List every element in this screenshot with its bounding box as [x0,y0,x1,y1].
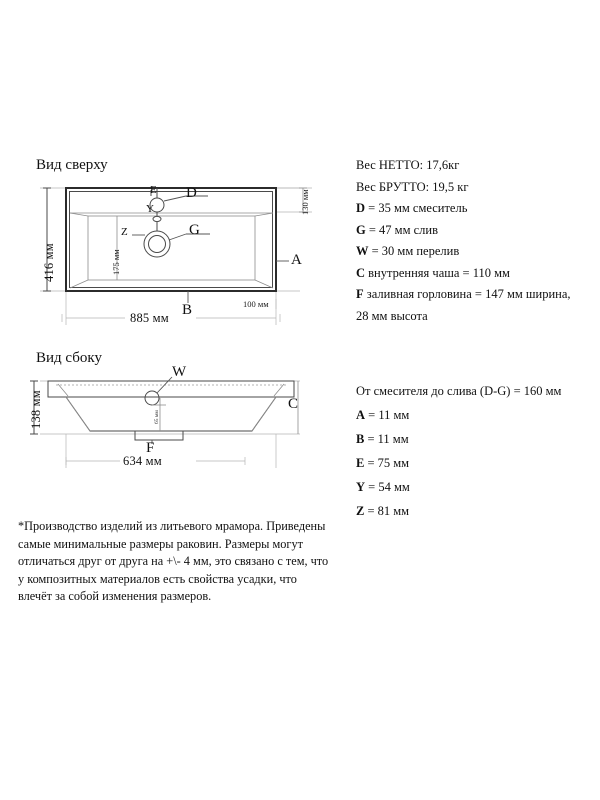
spec-text: Вес БРУТТО: 19,5 кг [356,179,469,194]
spec-row [356,241,594,263]
side-view-base-width-label: 634 мм [123,454,162,468]
callout-e: E [150,184,157,196]
spec-row [356,499,594,523]
spec-key: E [356,456,365,470]
spec-row [356,475,594,499]
spec-text: Вес НЕТТО: 17,6кг [356,158,460,172]
spec-text: = 35 мм смеситель [365,201,468,215]
spec-key: D [356,201,366,215]
spec-key: W [356,244,369,258]
callout-g: G [189,222,200,238]
spec-key: Y [356,480,366,494]
spec-panel [356,155,594,327]
spec-row [356,379,594,403]
spec-row [356,427,594,451]
callout-c: C [288,396,299,412]
top-view-rim-back-label: 130 мм [300,189,310,215]
spec-key: F [356,287,364,301]
spec-row [356,220,594,242]
spec-text: = 11 мм [364,432,409,446]
side-view-height-label: 138 мм [29,390,43,429]
callout-f: F [146,440,155,456]
spec-text: = 11 мм [365,408,410,422]
side-view-overflow-depth-label: 65 мм [154,410,160,424]
top-view-width-label: 885 мм [130,311,169,325]
spec-key: C [356,265,366,280]
spec-row [356,263,594,285]
callout-y: Y [146,203,154,215]
spec-text: = 30 мм перелив [368,244,460,258]
spec-row [356,403,594,427]
spec-row [356,155,594,177]
spec-text: = 75 мм [364,456,410,470]
callout-a: A [291,252,302,268]
callout-w: W [172,364,187,380]
spec-text: 28 мм высота [356,308,428,323]
spec-key: G [356,222,366,237]
spec-text: = 54 мм [365,480,410,494]
top-view-rim-front-label: 100 мм [243,299,269,309]
top-view-inner-depth-label: 175 мм [111,249,121,275]
spec-text: = 47 мм слив [365,222,438,237]
spec-panel-secondary [356,379,594,523]
callout-z: Z [121,226,128,238]
footnote: *Производство изделий из литьевого мрамора. Приведены самые минимальные размеры раковин. Размеры могут отличаться друг от друга на +\- 4 мм, это связано с тем, что у композитных материалов есть свойства усадки, что влечёт за собой изменения размеров. [18,519,329,604]
callout-d: D [186,185,197,201]
spec-key: A [356,408,366,422]
spec-row [356,451,594,475]
spec-key: Z [356,504,365,518]
spec-row [356,177,594,199]
spec-text: заливная горловина = 147 мм ширина, [363,287,571,301]
spec-key: B [356,432,365,446]
spec-text: = 81 мм [364,504,410,518]
spec-text: внутренняя чаша = 110 мм [365,265,510,280]
spec-row [356,306,594,328]
spec-text: От смесителя до слива (D-G) = 160 мм [356,384,562,398]
callout-b: B [182,302,193,318]
spec-row [356,284,594,306]
top-view-title: Вид сверху [36,157,108,173]
spec-row [356,198,594,220]
side-view-title: Вид сбоку [36,350,102,366]
top-view-depth-label: 416 мм [42,243,56,282]
